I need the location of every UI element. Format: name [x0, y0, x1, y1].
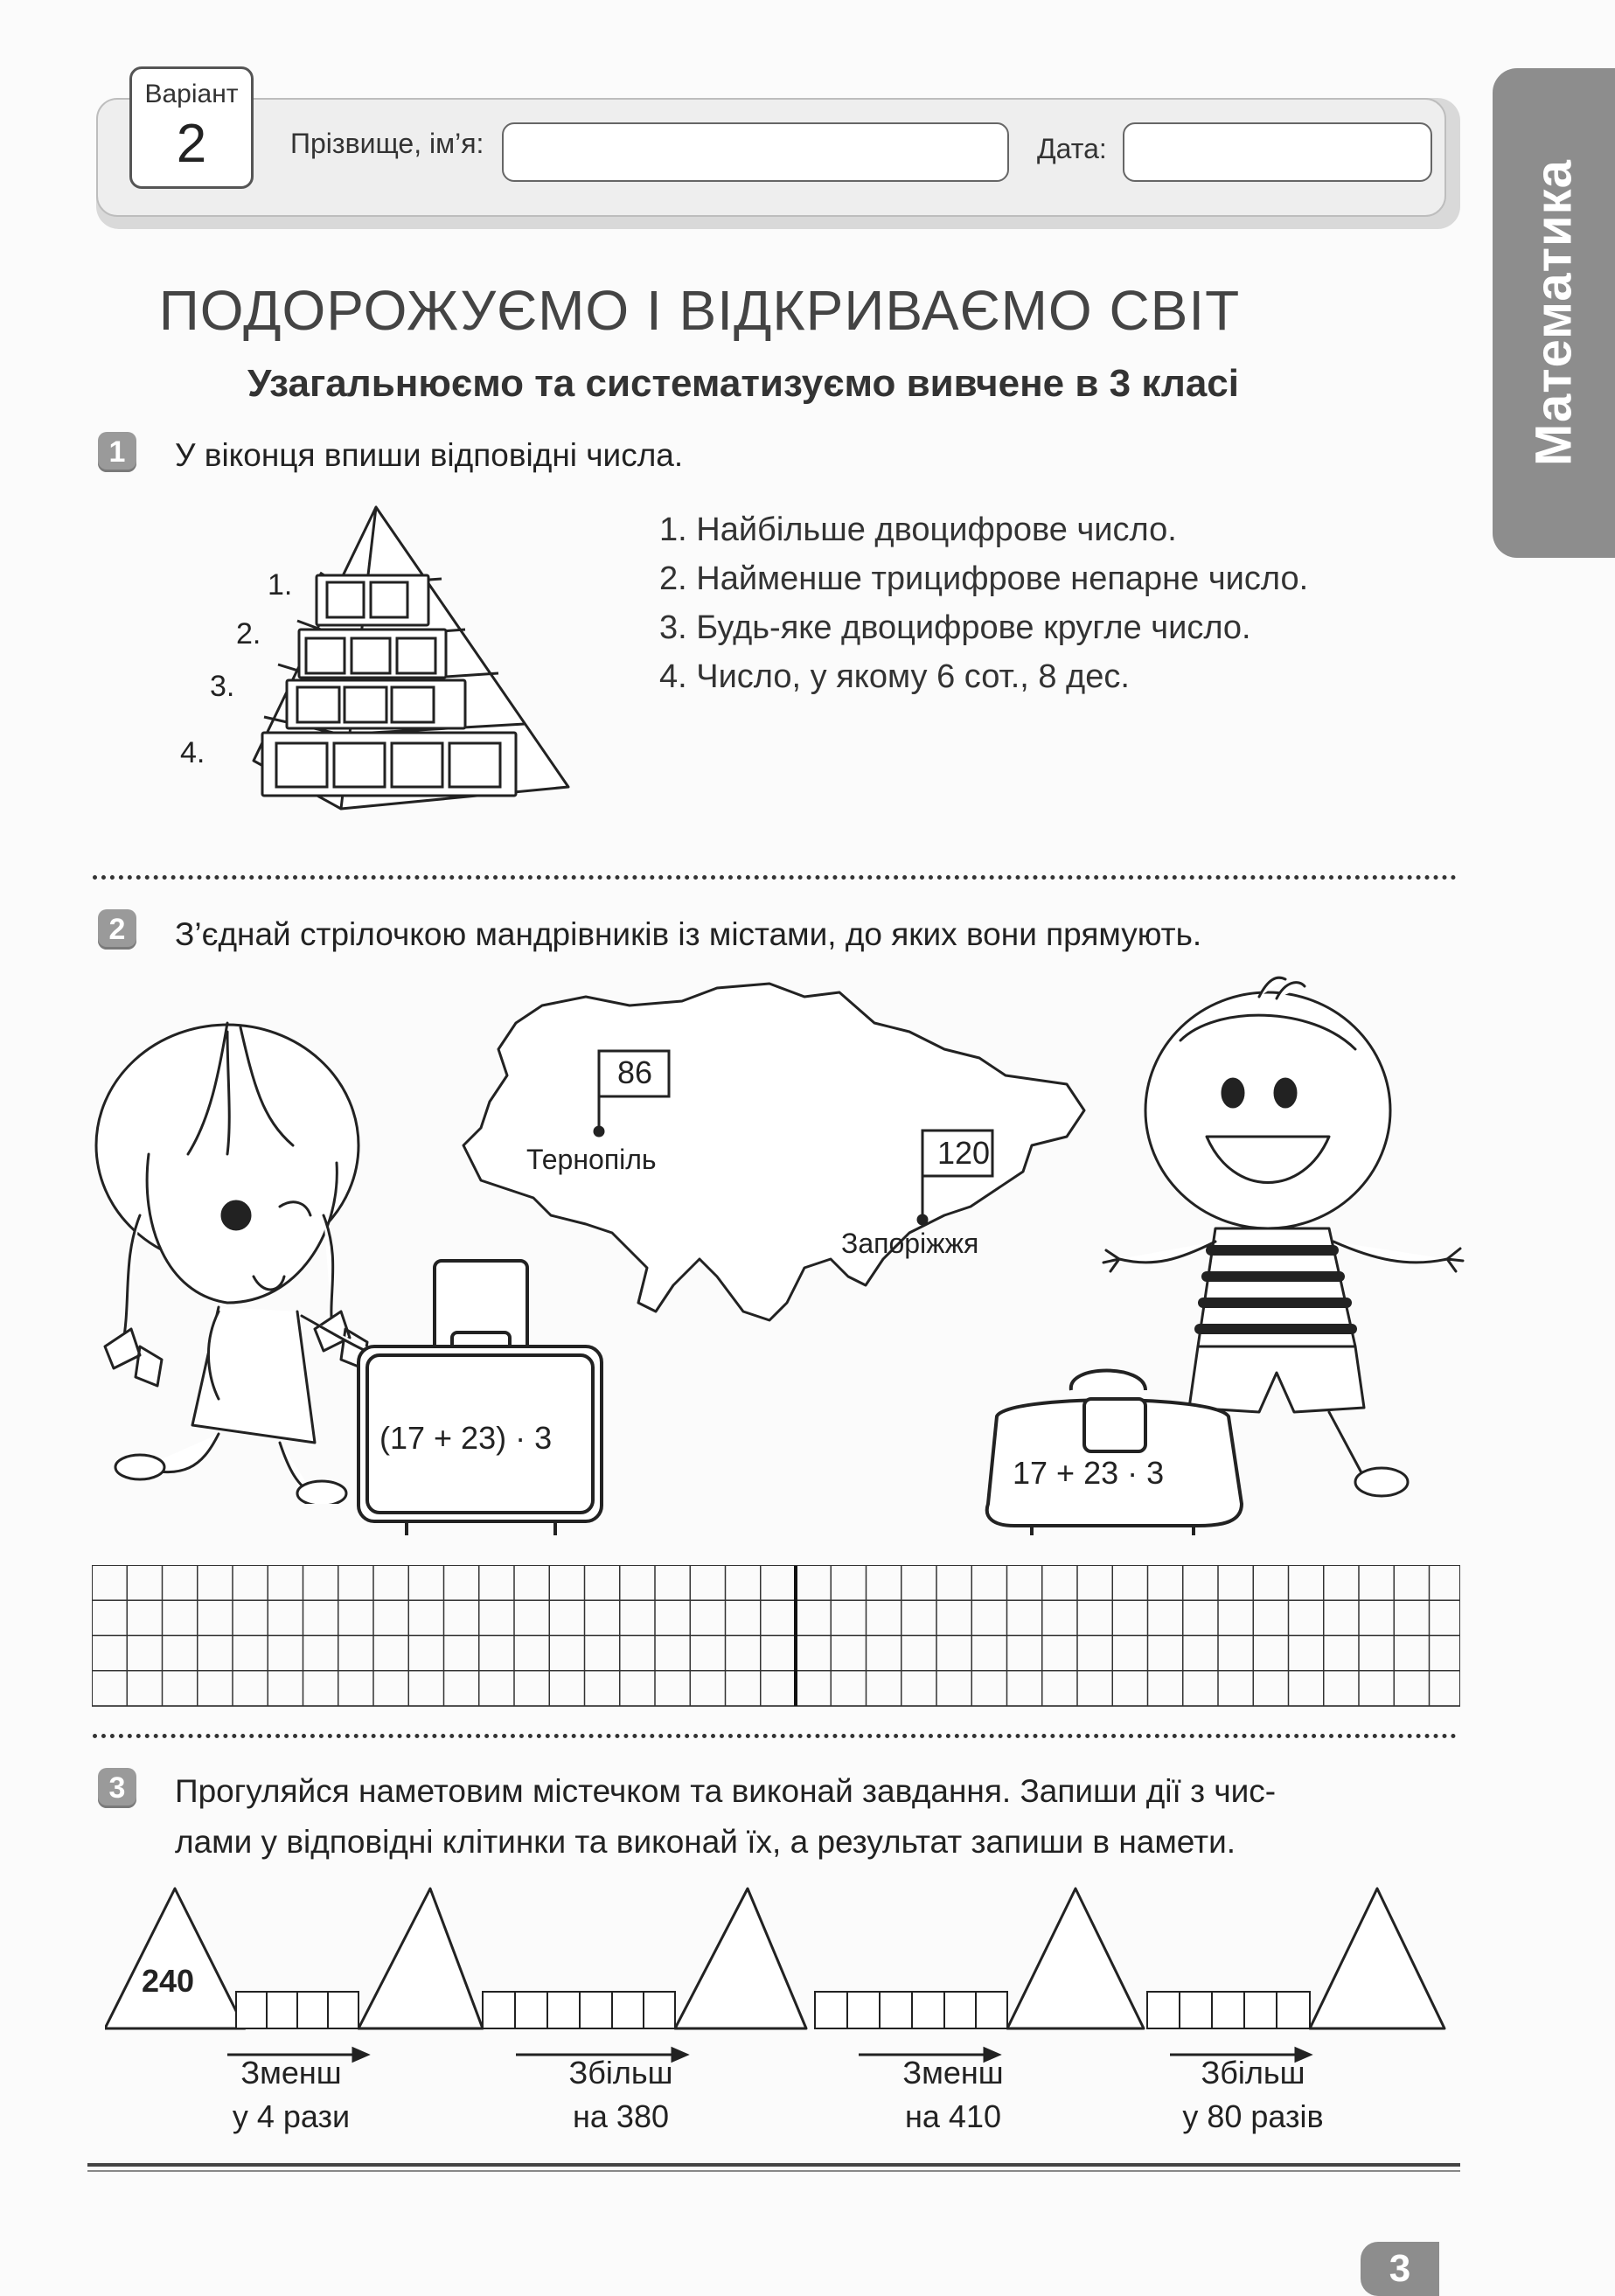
task-badge-1: 1 [98, 432, 136, 472]
answer-box[interactable] [334, 743, 385, 787]
variant-box [129, 66, 254, 189]
operation-4 [1152, 2051, 1354, 2139]
pyramid-figure [236, 498, 603, 831]
dotted-separator [93, 1734, 1457, 1738]
bag-right [979, 1346, 1250, 1539]
ukraine-map [455, 971, 1102, 1381]
task-badge-3: 3 [98, 1768, 136, 1808]
task1-instruction: У віконця впиши відповідні числа. [175, 437, 684, 473]
page-title: ПОДОРОЖУЄМО І ВІДКРИВАЄМО СВІТ [158, 279, 1241, 342]
variant-label: Варіант [144, 80, 239, 108]
side-tab-label: Математика [1525, 159, 1583, 467]
pyramid-label-4: 4. [180, 736, 205, 769]
operation-2-line1: Збільш [568, 2055, 673, 2091]
operation-4-line1: Збільш [1201, 2055, 1305, 2091]
answer-box[interactable] [392, 687, 434, 722]
suitcase-left-expression: (17 + 23) · 3 [379, 1420, 553, 1456]
answer-box[interactable] [345, 687, 386, 722]
tent-5 [1310, 1889, 1444, 2028]
condition-2: 2. Найменше трицифрове непарне число. [659, 560, 1309, 597]
tent-4 [1007, 1889, 1144, 2028]
condition-3: 3. Будь-яке двоцифрове кругле число. [659, 609, 1251, 646]
footer-rule-thin [87, 2170, 1460, 2172]
answer-box[interactable] [306, 638, 345, 673]
city-label-zaporizhzhia: Запоріжжя [841, 1228, 979, 1259]
date-label: Дата: [1037, 133, 1107, 164]
operation-1 [191, 2051, 392, 2139]
task-badge-2: 2 [98, 909, 136, 950]
flag-number-zaporizhzhia: 120 [937, 1135, 991, 1171]
pyramid-label-3: 3. [210, 670, 235, 703]
bag-right-expression: 17 + 23 · 3 [1013, 1455, 1165, 1491]
task3-instruction-line1: Прогуляйся наметовим містечком та виконай завдання. Запиши дії з чис- [175, 1773, 1277, 1809]
tent-1 [105, 1889, 245, 2028]
variant-number: 2 [176, 114, 207, 174]
answer-box[interactable] [449, 743, 500, 787]
answer-box[interactable] [397, 638, 435, 673]
operation-3-line1: Зменш [902, 2055, 1004, 2091]
tent-2 [359, 1889, 483, 2028]
operation-2 [520, 2051, 721, 2139]
name-field[interactable] [502, 122, 1009, 182]
page-subtitle: Узагальнюємо та систематизуємо вивчене в 3 класі [247, 362, 1239, 405]
answer-box[interactable] [371, 582, 407, 617]
condition-4: 4. Число, у якому 6 сот., 8 дес. [659, 658, 1130, 695]
answer-box[interactable] [327, 582, 364, 617]
pyramid-label-2: 2. [236, 617, 261, 651]
page-number: 3 [1361, 2242, 1439, 2296]
city-label-ternopil: Тернопіль [526, 1144, 657, 1175]
operation-3 [853, 2051, 1054, 2139]
tent-3 [675, 1889, 806, 2028]
name-label: Прізвище, ім’я: [290, 128, 484, 159]
answer-grid[interactable] [92, 1565, 1460, 1707]
answer-box[interactable] [297, 687, 339, 722]
operation-1-line2: у 4 рази [232, 2098, 351, 2134]
answer-box[interactable] [352, 638, 390, 673]
task3-instruction-line2: лами у відповідні клітинки та виконай їх, а результат запиши в намети. [175, 1824, 1236, 1860]
flag-number-ternopil: 86 [617, 1054, 653, 1090]
footer-rule [87, 2163, 1460, 2167]
operation-1-line1: Зменш [240, 2055, 342, 2091]
pyramid-label-1: 1. [268, 568, 293, 602]
answer-box[interactable] [392, 743, 442, 787]
condition-1: 1. Найбільше двоцифрове число. [659, 511, 1177, 548]
operation-2-line2: на 380 [573, 2098, 669, 2134]
dotted-separator [93, 875, 1457, 880]
operation-3-line2: на 410 [905, 2098, 1001, 2134]
operation-4-line2: у 80 разів [1182, 2098, 1324, 2134]
tent-start-value: 240 [142, 1963, 195, 1999]
task2-instruction: З’єднай стрілочкою мандрівників із містами, до яких вони прямують. [175, 916, 1202, 952]
date-field[interactable] [1123, 122, 1432, 182]
answer-box[interactable] [276, 743, 327, 787]
